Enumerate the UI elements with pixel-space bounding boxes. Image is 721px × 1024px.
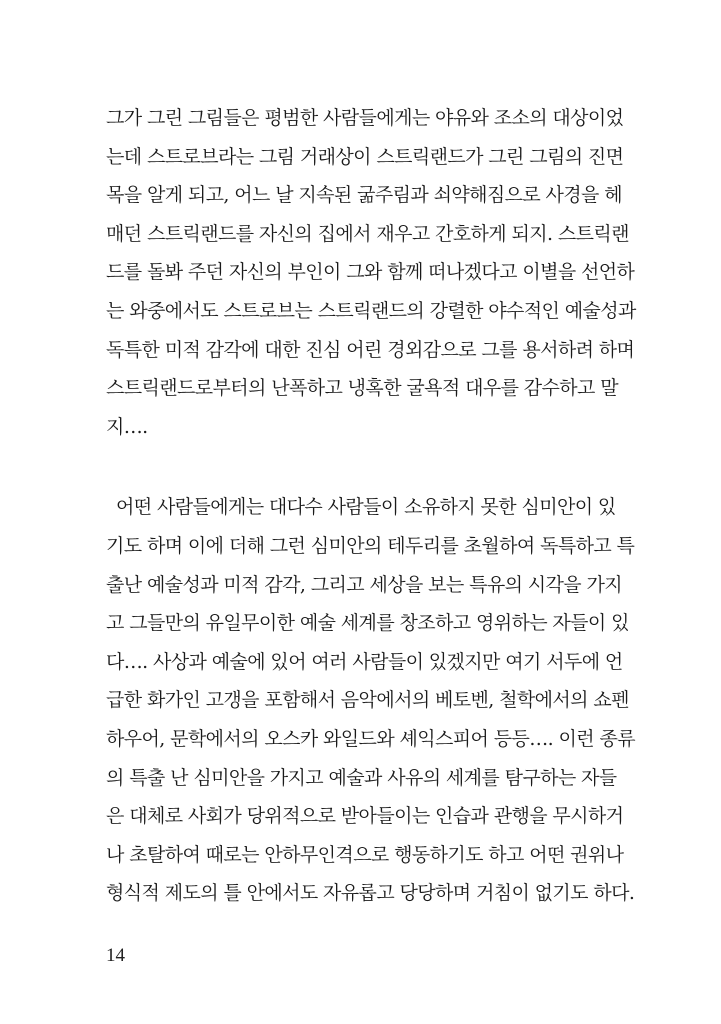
text-line: 는 와중에서도 스트로브는 스트릭랜드의 강렬한 야수적인 예술성과 bbox=[106, 299, 636, 322]
text-line: 형식적 제도의 틀 안에서도 자유롭고 당당하며 거침이 없기도 하다. bbox=[106, 882, 635, 905]
paragraph-spacer bbox=[106, 446, 611, 488]
text-line: 드를 돌봐 주던 자신의 부인이 그와 함께 떠나겠다고 이별을 선언하 bbox=[106, 261, 635, 284]
text-line: 고 그들만의 유일무이한 예술 세계를 창조하고 영위하는 자들이 있 bbox=[106, 612, 629, 635]
text-line: 독특한 미적 감각에 대한 진심 어린 경외감으로 그를 용서하려 하며 bbox=[106, 338, 635, 361]
text-line: 은 대체로 사회가 당위적으로 받아들이는 인습과 관행을 무시하거 bbox=[106, 805, 624, 828]
text-line: 급한 화가인 고갱을 포함해서 음악에서의 베토벤, 철학에서의 쇼펜 bbox=[106, 689, 629, 712]
text-line: 매던 스트릭랜드를 자신의 집에서 재우고 간호하게 되지. 스트릭랜 bbox=[106, 222, 629, 245]
body-text bbox=[106, 99, 636, 913]
text-line: 의 특출 난 심미안을 가지고 예술과 사유의 세계를 탐구하는 자들 bbox=[106, 766, 617, 789]
text-line: 나 초탈하여 때로는 안하무인격으로 행동하기도 하고 어떤 권위나 bbox=[106, 843, 624, 866]
page-number: 14 bbox=[106, 945, 125, 966]
text-line: 기도 하며 이에 더해 그런 심미안의 테두리를 초월하여 독특하고 특 bbox=[106, 534, 635, 557]
text-line: 그가 그린 그림들은 평범한 사람들에게는 야유와 조소의 대상이었 bbox=[106, 107, 624, 129]
paragraph-1 bbox=[106, 99, 636, 446]
paragraph-2 bbox=[106, 488, 635, 913]
text-line: 는데 스트로브라는 그림 거래상이 스트릭랜드가 그린 그림의 진면 bbox=[106, 145, 624, 168]
text-line: 어떤 사람들에게는 대다수 사람들이 소유하지 못한 심미안이 있 bbox=[116, 496, 616, 519]
text-line: 하우어, 문학에서의 오스카 와일드와 셰익스피어 등등…. 이런 종류 bbox=[106, 727, 635, 750]
text-line: 지…. bbox=[106, 415, 148, 438]
text-line: 다…. 사상과 예술에 있어 여러 사람들이 있겠지만 여기 서두에 언 bbox=[106, 650, 623, 673]
text-line: 목을 알게 되고, 어느 날 지속된 굶주림과 쇠약해짐으로 사경을 헤 bbox=[106, 184, 623, 207]
text-line: 스트릭랜드로부터의 난폭하고 냉혹한 굴욕적 대우를 감수하고 말 bbox=[106, 377, 618, 400]
text-line: 출난 예술성과 미적 감각, 그리고 세상을 보는 특유의 시각을 가지 bbox=[106, 573, 623, 596]
